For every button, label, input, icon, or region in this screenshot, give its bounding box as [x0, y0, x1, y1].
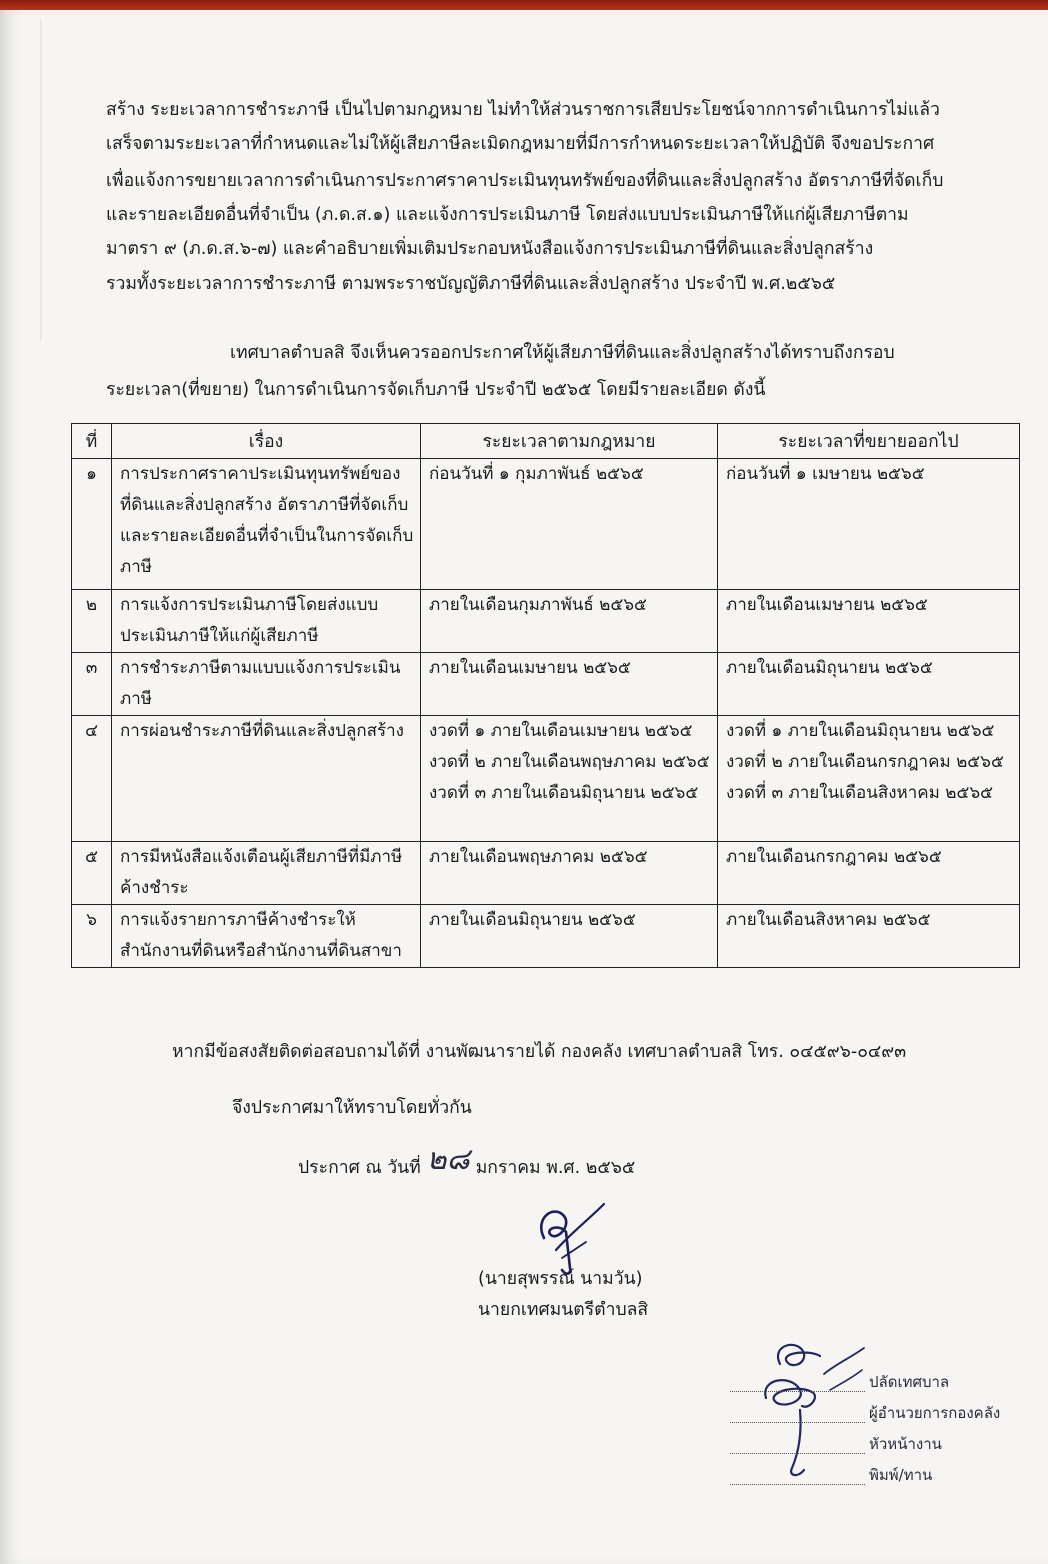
header-extended-period: ระยะเวลาที่ขยายออกไป	[718, 424, 1020, 459]
approval-label: ปลัดเทศบาล	[869, 1373, 950, 1391]
approval-row	[730, 1403, 1000, 1423]
row-subject-line: การผ่อนชำระภาษีที่ดินและสิ่งปลูกสร้าง	[120, 721, 404, 741]
row-extended-period	[718, 905, 1020, 968]
approval-row	[730, 1434, 942, 1454]
approval-label: หัวหน้างาน	[869, 1435, 942, 1453]
row-number	[72, 459, 112, 590]
row-extended-period-line: งวดที่ ๒ ภายในเดือนกรกฎาคม ๒๕๖๕	[726, 752, 1004, 772]
row-extended-period	[718, 459, 1020, 590]
signer-position: นายกเทศมนตรีตำบลสิ	[478, 1300, 649, 1320]
row-legal-period	[421, 842, 718, 905]
row-subject	[112, 590, 421, 653]
row-legal-period-line: งวดที่ ๓ ภายในเดือนมิถุนายน ๒๕๖๕	[429, 783, 699, 803]
row-legal-period-line: ก่อนวันที่ ๑ กุมภาพันธ์ ๒๕๖๕	[429, 464, 644, 484]
row-number-line: ๒	[85, 595, 98, 615]
date-suffix: มกราคม พ.ศ. ๒๕๖๕	[475, 1158, 636, 1178]
row-subject-line: ที่ดินและสิ่งปลูกสร้าง อัตราภาษีที่จัดเก็บ	[120, 495, 409, 515]
approval-label: พิมพ์/ทาน	[869, 1466, 933, 1484]
table-row	[72, 590, 1020, 653]
paper-fold	[40, 20, 42, 340]
row-extended-period	[718, 653, 1020, 716]
intro-line: และรายละเอียดอื่นที่จำเป็น (ภ.ด.ส.๑) และแจ้งการประเมินภาษี โดยส่งแบบประเมินภาษีให้แก่ผู้เสียภาษีตาม	[106, 205, 909, 225]
row-extended-period	[718, 590, 1020, 653]
table-header-row	[72, 424, 1020, 459]
row-subject	[112, 653, 421, 716]
row-legal-period	[421, 716, 718, 842]
row-subject-line: ภาษี	[120, 557, 152, 577]
schedule-table	[71, 423, 1020, 968]
row-legal-period-line: ภายในเดือนพฤษภาคม ๒๕๖๕	[429, 847, 648, 867]
announce-line: ระยะเวลา(ที่ขยาย) ในการดำเนินการจัดเก็บภาษี ประจำปี ๒๕๖๕ โดยมีรายละเอียด ดังนี้	[106, 380, 766, 400]
header-legal-period: ระยะเวลาตามกฎหมาย	[421, 424, 718, 459]
row-extended-period-line: งวดที่ ๑ ภายในเดือนมิถุนายน ๒๕๖๕	[726, 721, 995, 741]
row-subject-line: ประเมินภาษีให้แก่ผู้เสียภาษี	[120, 626, 319, 646]
row-subject-line: และรายละเอียดอื่นที่จำเป็นในการจัดเก็บ	[120, 526, 414, 546]
row-legal-period-line: ภายในเดือนกุมภาพันธ์ ๒๕๖๕	[429, 595, 647, 615]
row-subject-line: ภาษี	[120, 689, 152, 709]
row-subject-line: การชำระภาษีตามแบบแจ้งการประเมิน	[120, 658, 401, 678]
row-number	[72, 716, 112, 842]
contact-info: หากมีข้อสงสัยติดต่อสอบถามได้ที่ งานพัฒนารายได้ กองคลัง เทศบาลตำบลสิ โทร. ๐๔๕๙๖-๐๔๙๓	[172, 1042, 907, 1062]
row-extended-period-line: ก่อนวันที่ ๑ เมษายน ๒๕๖๕	[726, 464, 925, 484]
row-legal-period-line: ภายในเดือนเมษายน ๒๕๖๕	[429, 658, 631, 678]
row-legal-period-line: งวดที่ ๑ ภายในเดือนเมษายน ๒๕๖๕	[429, 721, 693, 741]
row-subject	[112, 459, 421, 590]
header-no: ที่	[72, 424, 112, 459]
intro-line: เสร็จตามระยะเวลาที่กำหนดและไม่ให้ผู้เสียภาษีละเมิดกฎหมายที่มีการกำหนดระยะเวลาให้ปฏิบัติ จึงขอประกาศ	[106, 134, 935, 154]
row-subject	[112, 905, 421, 968]
table-row	[72, 459, 1020, 590]
row-legal-period	[421, 905, 718, 968]
signer-name: (นายสุพรรณ์ นามวัน)	[478, 1269, 643, 1289]
row-subject-line: การแจ้งการประเมินภาษีโดยส่งแบบ	[120, 595, 379, 615]
approval-row	[730, 1465, 932, 1485]
announcement-date	[298, 1142, 636, 1182]
date-day: ๒๘	[426, 1142, 470, 1177]
row-subject	[112, 716, 421, 842]
table-row	[72, 905, 1020, 968]
row-subject-line: ค้างชำระ	[120, 878, 189, 898]
date-prefix: ประกาศ ณ วันที่	[298, 1158, 421, 1178]
row-number-line: ๔	[85, 721, 98, 741]
header-subject: เรื่อง	[112, 424, 421, 459]
row-number	[72, 653, 112, 716]
row-number-line: ๓	[85, 658, 98, 678]
row-legal-period	[421, 459, 718, 590]
row-legal-period	[421, 590, 718, 653]
row-extended-period-line: ภายในเดือนสิงหาคม ๒๕๖๕	[726, 910, 931, 930]
intro-line: สร้าง ระยะเวลาการชำระภาษี เป็นไปตามกฎหมาย ไม่ทำให้ส่วนราชการเสียประโยชน์จากการดำเนินการไม่แล้ว	[106, 100, 940, 120]
row-subject-line: การประกาศราคาประเมินทุนทรัพย์ของ	[120, 464, 401, 484]
table-row	[72, 842, 1020, 905]
row-extended-period-line: ภายในเดือนกรกฎาคม ๒๕๖๕	[726, 847, 942, 867]
table-row	[72, 653, 1020, 716]
intro-line: มาตรา ๙ (ภ.ด.ส.๖-๗) และคำอธิบายเพิ่มเติมประกอบหนังสือแจ้งการประเมินภาษีที่ดินและสิ่งปลูกสร้าง	[106, 239, 874, 259]
closing-statement: จึงประกาศมาให้ทราบโดยทั่วกัน	[232, 1098, 472, 1118]
row-subject	[112, 842, 421, 905]
row-extended-period-line: ภายในเดือนเมษายน ๒๕๖๕	[726, 595, 928, 615]
row-extended-period-line: ภายในเดือนมิถุนายน ๒๕๖๕	[726, 658, 933, 678]
row-subject-line: การแจ้งรายการภาษีค้างชำระให้	[120, 910, 356, 930]
approval-label: ผู้อำนวยการกองคลัง	[869, 1404, 1001, 1422]
row-number-line: ๖	[86, 910, 97, 930]
row-extended-period	[718, 716, 1020, 842]
row-number-line: ๑	[86, 464, 97, 484]
row-number	[72, 905, 112, 968]
approval-row	[730, 1372, 949, 1392]
row-number	[72, 590, 112, 653]
intro-line: เพื่อแจ้งการขยายเวลาการดำเนินการประกาศราคาประเมินทุนทรัพย์ของที่ดินและสิ่งปลูกสร้าง อัตราภาษีที่จัดเก็บ	[106, 171, 944, 191]
row-extended-period	[718, 842, 1020, 905]
row-number-line: ๕	[85, 847, 98, 867]
row-extended-period-line: งวดที่ ๓ ภายในเดือนสิงหาคม ๒๕๖๕	[726, 783, 993, 803]
row-subject-line: การมีหนังสือแจ้งเตือนผู้เสียภาษีที่มีภาษี	[120, 847, 403, 867]
intro-line: รวมทั้งระยะเวลาการชำระภาษี ตามพระราชบัญญัติภาษีที่ดินและสิ่งปลูกสร้าง ประจำปี พ.ศ.๒๕๖๕	[106, 274, 836, 294]
announce-line: เทศบาลตำบลสิ จึงเห็นควรออกประกาศให้ผู้เสียภาษีที่ดินและสิ่งปลูกสร้างได้ทราบถึงกรอบ	[230, 343, 895, 363]
row-subject-line: สำนักงานที่ดินหรือสำนักงานที่ดินสาขา	[120, 941, 402, 961]
row-legal-period	[421, 653, 718, 716]
row-number	[72, 842, 112, 905]
row-legal-period-line: ภายในเดือนมิถุนายน ๒๕๖๕	[429, 910, 636, 930]
row-legal-period-line: งวดที่ ๒ ภายในเดือนพฤษภาคม ๒๕๖๕	[429, 752, 710, 772]
table-row	[72, 716, 1020, 842]
